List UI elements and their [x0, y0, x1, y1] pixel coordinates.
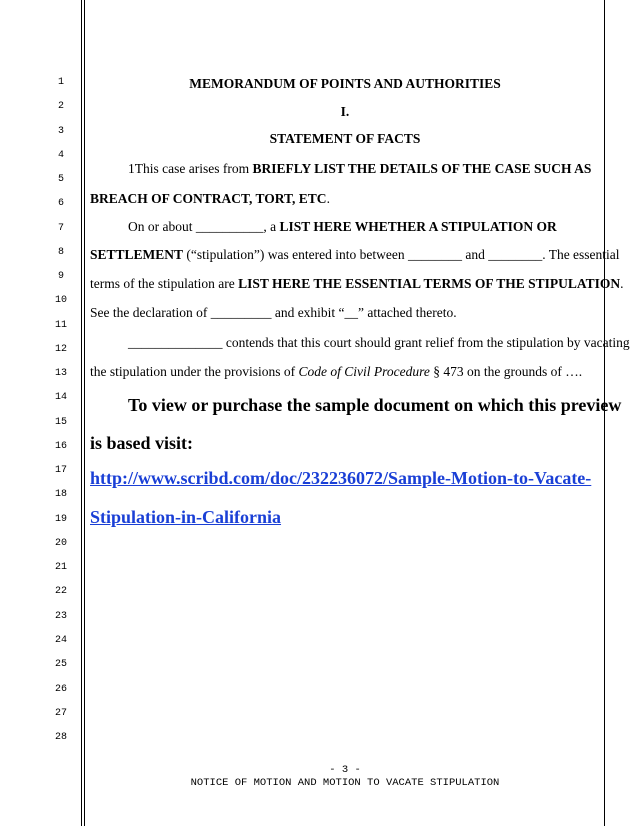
footer-caption: NOTICE OF MOTION AND MOTION TO VACATE STIPULATION: [190, 777, 500, 789]
text: 1This case arises from: [128, 161, 253, 176]
placeholder-text: SETTLEMENT: [90, 247, 184, 262]
section-title: STATEMENT OF FACTS: [269, 131, 421, 146]
placeholder-text: LIST HERE WHETHER A STIPULATION OR: [279, 219, 557, 234]
page-number: - 3 -: [329, 764, 361, 776]
line-number: 23: [54, 610, 67, 622]
paragraph-2-line-2: [90, 247, 620, 263]
line-number: 16: [54, 440, 67, 452]
line-number: 15: [54, 416, 67, 428]
section-number: I.: [340, 104, 350, 119]
line-number: 27: [54, 707, 67, 719]
line-number: 11: [54, 319, 67, 331]
memorandum-title: MEMORANDUM OF POINTS AND AUTHORITIES: [189, 76, 501, 91]
preview-link-line-2[interactable]: [90, 509, 281, 527]
promo-line-1: To view or purchase the sample document on which this preview: [128, 395, 622, 415]
paragraph-2-line-3: [90, 276, 623, 292]
paragraph-2-line-1: [128, 219, 557, 235]
line-number: 25: [54, 659, 67, 671]
line-number: 21: [54, 562, 67, 574]
text: (“stipulation”) was entered into between ________ and ________. The essential: [183, 247, 620, 262]
text: On or about __________, a: [128, 219, 280, 234]
line-number: 22: [54, 586, 67, 598]
line-number: 10: [54, 295, 67, 307]
statute-name: Code of Civil Procedure: [298, 364, 430, 379]
line-number: 4: [57, 149, 64, 161]
line-number: 13: [54, 368, 67, 380]
line-number: 24: [54, 634, 67, 646]
placeholder-text: LIST HERE THE ESSENTIAL TERMS OF THE STIPULATION: [238, 276, 621, 291]
paragraph-3-line-1: ______________ contends that this court should grant relief from the stipulation by vacating: [128, 335, 630, 350]
text: § 473 on the grounds of ….: [429, 364, 583, 379]
line-number: 18: [54, 489, 67, 501]
text: .: [326, 191, 330, 206]
text: terms of the stipulation are: [90, 276, 239, 291]
line-number: 28: [54, 732, 67, 744]
preview-link[interactable]: http://www.scribd.com/doc/232236072/Sample-Motion-to-Vacate-: [90, 468, 592, 488]
line-number: 20: [54, 537, 67, 549]
paragraph-1-line-1: [128, 161, 591, 177]
placeholder-text: BREACH OF CONTRACT, TORT, ETC: [90, 191, 327, 206]
paragraph-3-line-2: [90, 364, 582, 380]
line-number: 26: [54, 683, 67, 695]
line-number: 1: [57, 77, 64, 88]
text: .: [620, 276, 624, 291]
line-number: 14: [54, 392, 67, 404]
placeholder-text: BRIEFLY LIST THE DETAILS OF THE CASE SUCH AS: [252, 161, 592, 176]
paragraph-1-line-2: [90, 191, 330, 207]
promo-line-2: is based visit:: [90, 433, 194, 453]
paragraph-2-line-4: See the declaration of _________ and exhibit “__” attached thereto.: [90, 305, 457, 320]
line-number: 6: [57, 198, 64, 210]
left-margin-line-2: [84, 0, 85, 826]
line-number: 9: [57, 271, 64, 283]
left-margin-line-1: [81, 0, 82, 826]
line-number: 8: [57, 246, 64, 258]
line-number: 12: [54, 343, 67, 355]
preview-link[interactable]: Stipulation-in-California: [90, 507, 282, 527]
line-number: 7: [57, 222, 64, 234]
line-number: 5: [57, 174, 64, 186]
line-number: 19: [54, 513, 67, 525]
line-number: 3: [57, 125, 64, 137]
text: the stipulation under the provisions of: [90, 364, 299, 379]
preview-link-line-1[interactable]: [90, 470, 591, 488]
line-number: 2: [57, 101, 64, 113]
line-number: 17: [54, 465, 67, 477]
